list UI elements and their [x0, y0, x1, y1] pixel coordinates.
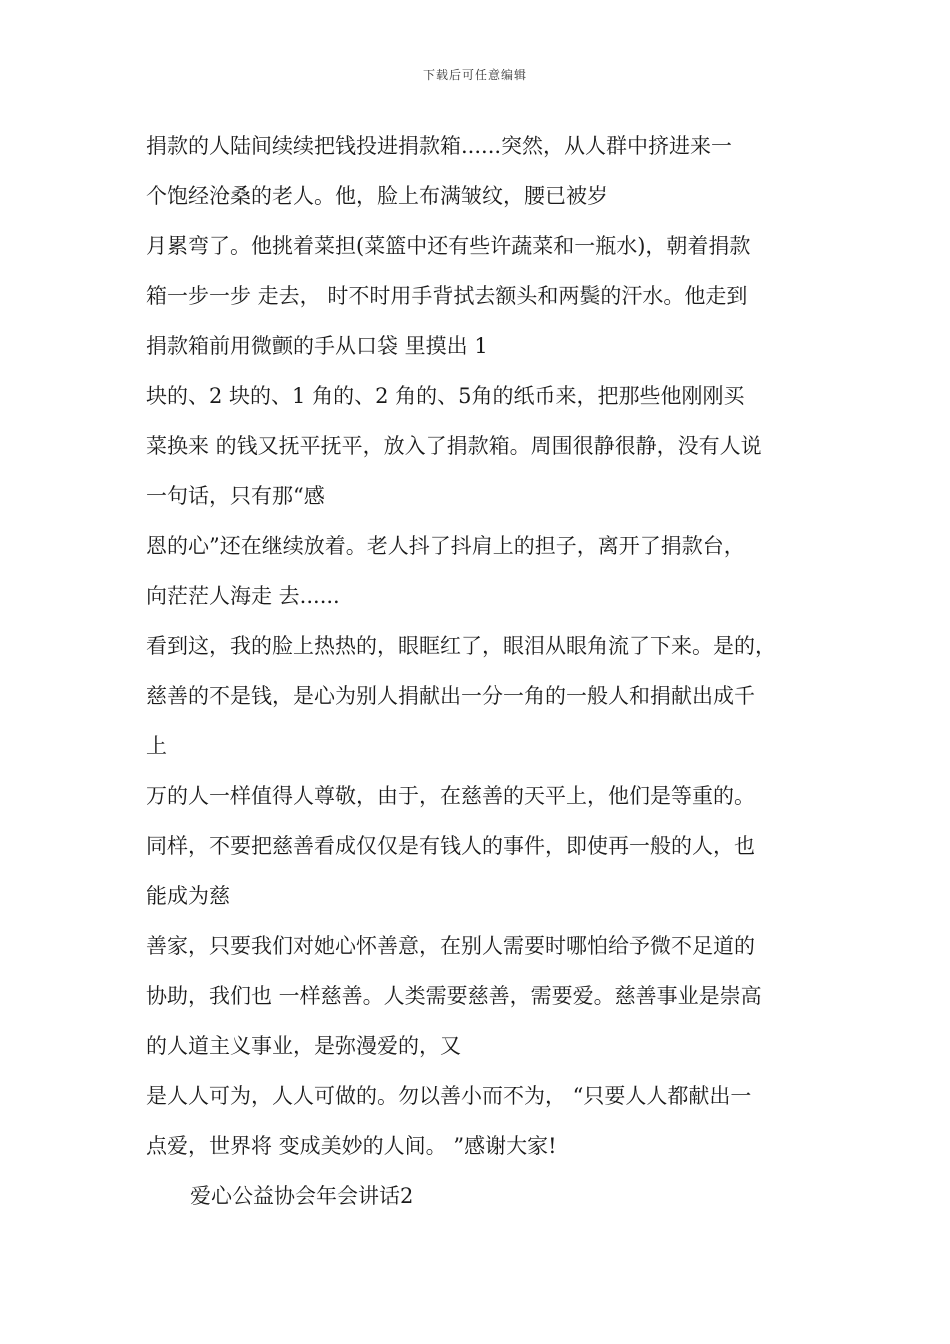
paragraph-line: 向茫茫人海走 去...... — [146, 584, 340, 608]
paragraph-line: 同样，不要把慈善看成仅仅是有钱人的事件，即使再一般的人，也 — [146, 834, 755, 858]
paragraph-line: 能成为慈 — [146, 884, 230, 908]
paragraph-line: 上 — [146, 734, 167, 758]
paragraph-line: 月累弯了。他挑着菜担(菜篮中还有些许蔬菜和一瓶水)，朝着捐款 — [146, 234, 751, 258]
paragraph-line: 菜换来 的钱又抚平抚平，放入了捐款箱。周围很静很静，没有人说 — [146, 434, 762, 458]
paragraph-line: 万的人一样值得人尊敬，由于，在慈善的天平上，他们是等重的。 — [146, 784, 755, 808]
section-heading: 爱心公益协会年会讲话2 — [190, 1184, 414, 1208]
paragraph-line: 点爱，世界将 变成美妙的人间。 ”感谢大家! — [146, 1134, 557, 1158]
paragraph-line: 箱一步一步 走去， 时不时用手背拭去额头和两鬓的汗水。他走到 — [146, 284, 748, 308]
paragraph-line: 块的、2 块的、1 角的、2 角的、5角的纸币来，把那些他刚刚买 — [146, 384, 745, 408]
paragraph-line: 协助，我们也 一样慈善。人类需要慈善，需要爱。慈善事业是崇高 — [146, 984, 762, 1008]
paragraph-line: 一句话，只有那“感 — [146, 484, 325, 508]
paragraph-line: 捐款箱前用微颤的手从口袋 里摸出 1 — [146, 334, 488, 358]
paragraph-line: 看到这，我的脸上热热的，眼眶红了，眼泪从眼角流了下来。是的， — [146, 634, 776, 658]
paragraph-line: 个饱经沧桑的老人。他，脸上布满皱纹，腰已被岁 — [146, 184, 608, 208]
paragraph-line: 恩的心”还在继续放着。老人抖了抖肩上的担子，离开了捐款台， — [146, 534, 745, 558]
paragraph-line: 捐款的人陆间续续把钱投进捐款箱......突然，从人群中挤进来一 — [146, 134, 733, 158]
paragraph-line: 善家，只要我们对她心怀善意，在别人需要时哪怕给予微不足道的 — [146, 934, 755, 958]
paragraph-line: 的人道主义事业，是弥漫爱的，又 — [146, 1034, 461, 1058]
page-header: 下载后可任意编辑 — [422, 68, 527, 82]
paragraph-line: 慈善的不是钱，是心为别人捐献出一分一角的一般人和捐献出成千 — [146, 684, 755, 708]
paragraph-line: 是人人可为，人人可做的。勿以善小而不为， “只要人人都献出一 — [146, 1084, 752, 1108]
